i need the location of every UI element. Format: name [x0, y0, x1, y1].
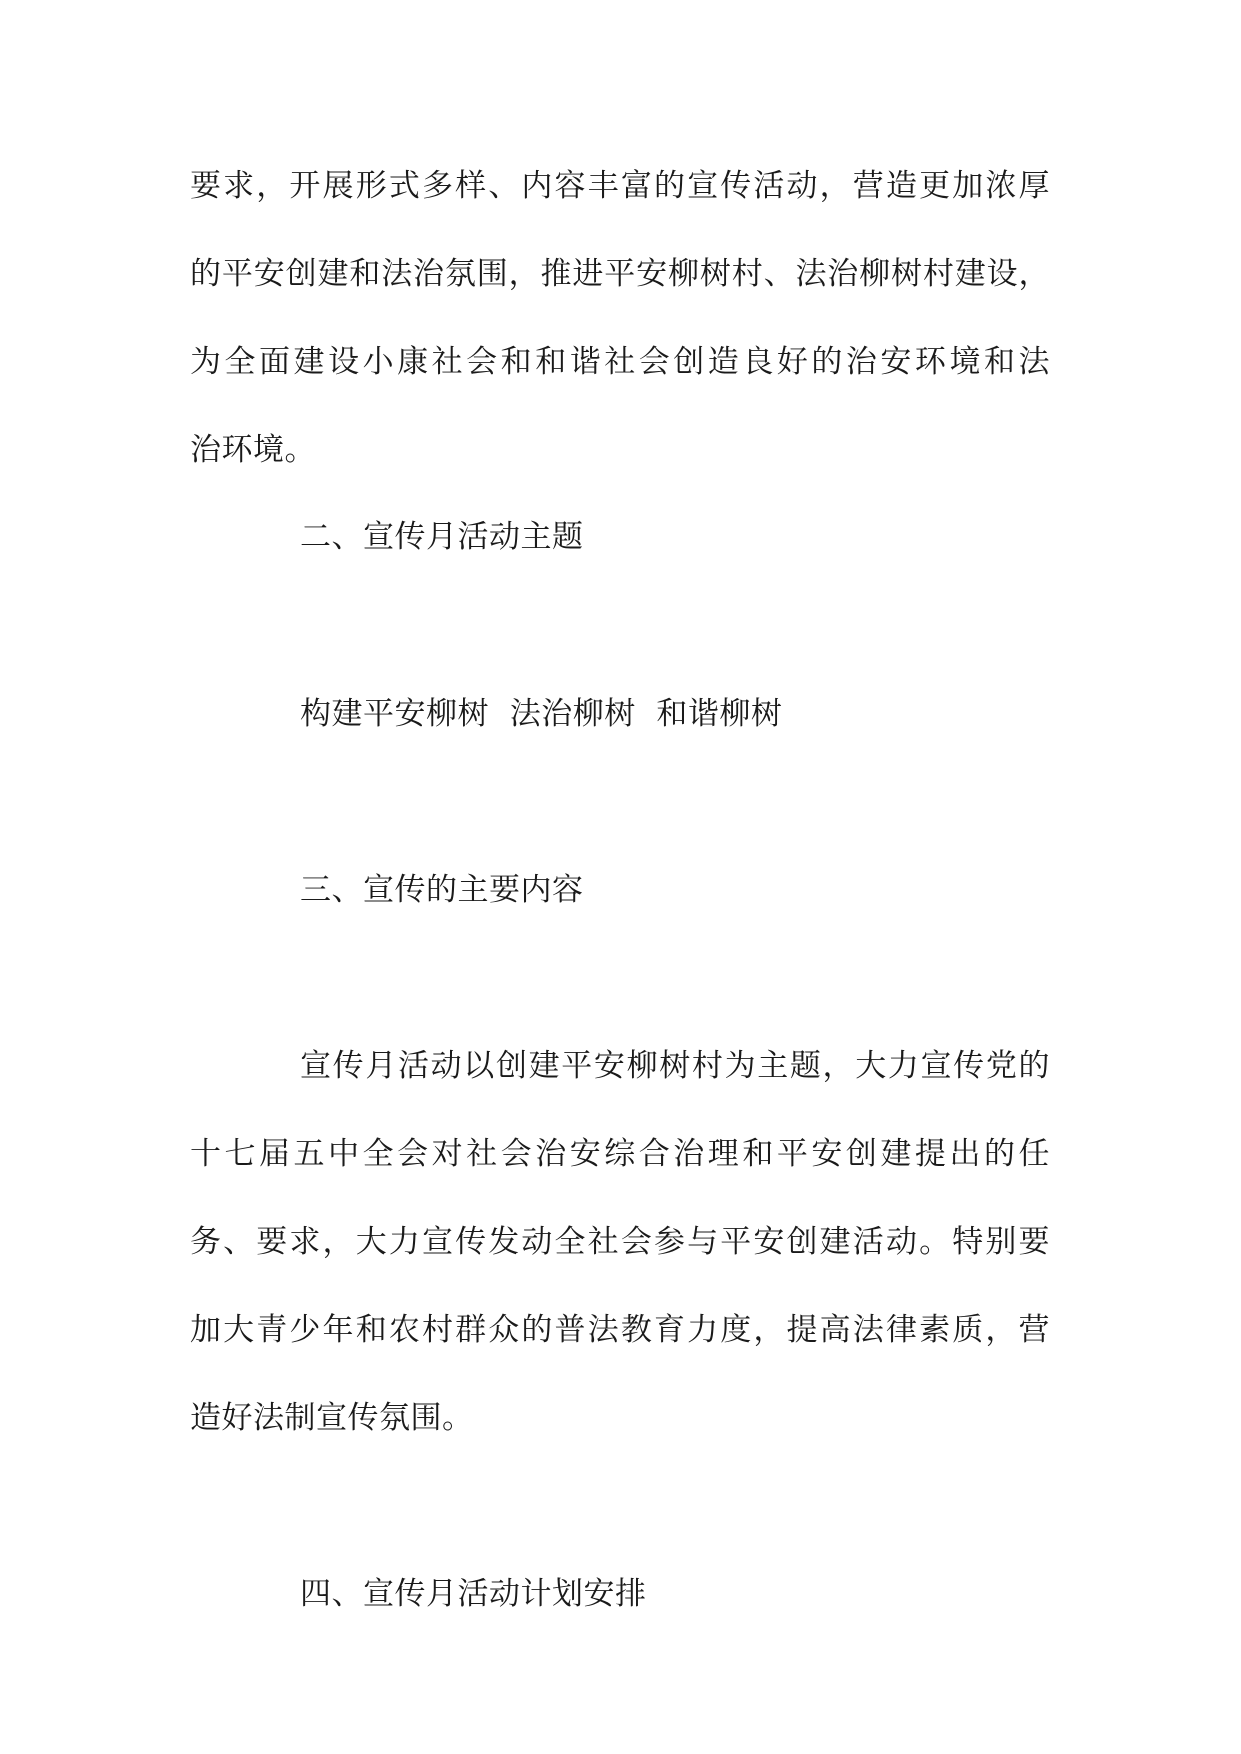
- activity-theme: 构建平安柳树 法治柳树 和谐柳树: [300, 696, 783, 732]
- intro-paragraph-line: 的平安创建和法治氛围，推进平安柳树村、法治柳树村建设，: [190, 256, 1050, 292]
- section-heading: 三、宣传的主要内容: [300, 872, 584, 908]
- content-paragraph-line: 加大青少年和农村群众的普法教育力度，提高法律素质，营: [190, 1312, 1050, 1348]
- intro-paragraph-line: 治环境。: [190, 432, 316, 468]
- content-paragraph-line: 宣传月活动以创建平安柳树村为主题，大力宣传党的: [300, 1048, 1050, 1084]
- content-paragraph-line: 十七届五中全会对社会治安综合治理和平安创建提出的任: [190, 1136, 1050, 1172]
- intro-paragraph-line: 为全面建设小康社会和和谐社会创造良好的治安环境和法: [190, 344, 1050, 380]
- section-heading: 四、宣传月活动计划安排: [300, 1576, 647, 1612]
- content-paragraph-line: 造好法制宣传氛围。: [190, 1400, 474, 1436]
- section-heading: 二、宣传月活动主题: [300, 519, 584, 555]
- intro-paragraph-line: 要求，开展形式多样、内容丰富的宣传活动，营造更加浓厚: [190, 168, 1050, 204]
- content-paragraph-line: 务、要求，大力宣传发动全社会参与平安创建活动。特别要: [190, 1224, 1050, 1260]
